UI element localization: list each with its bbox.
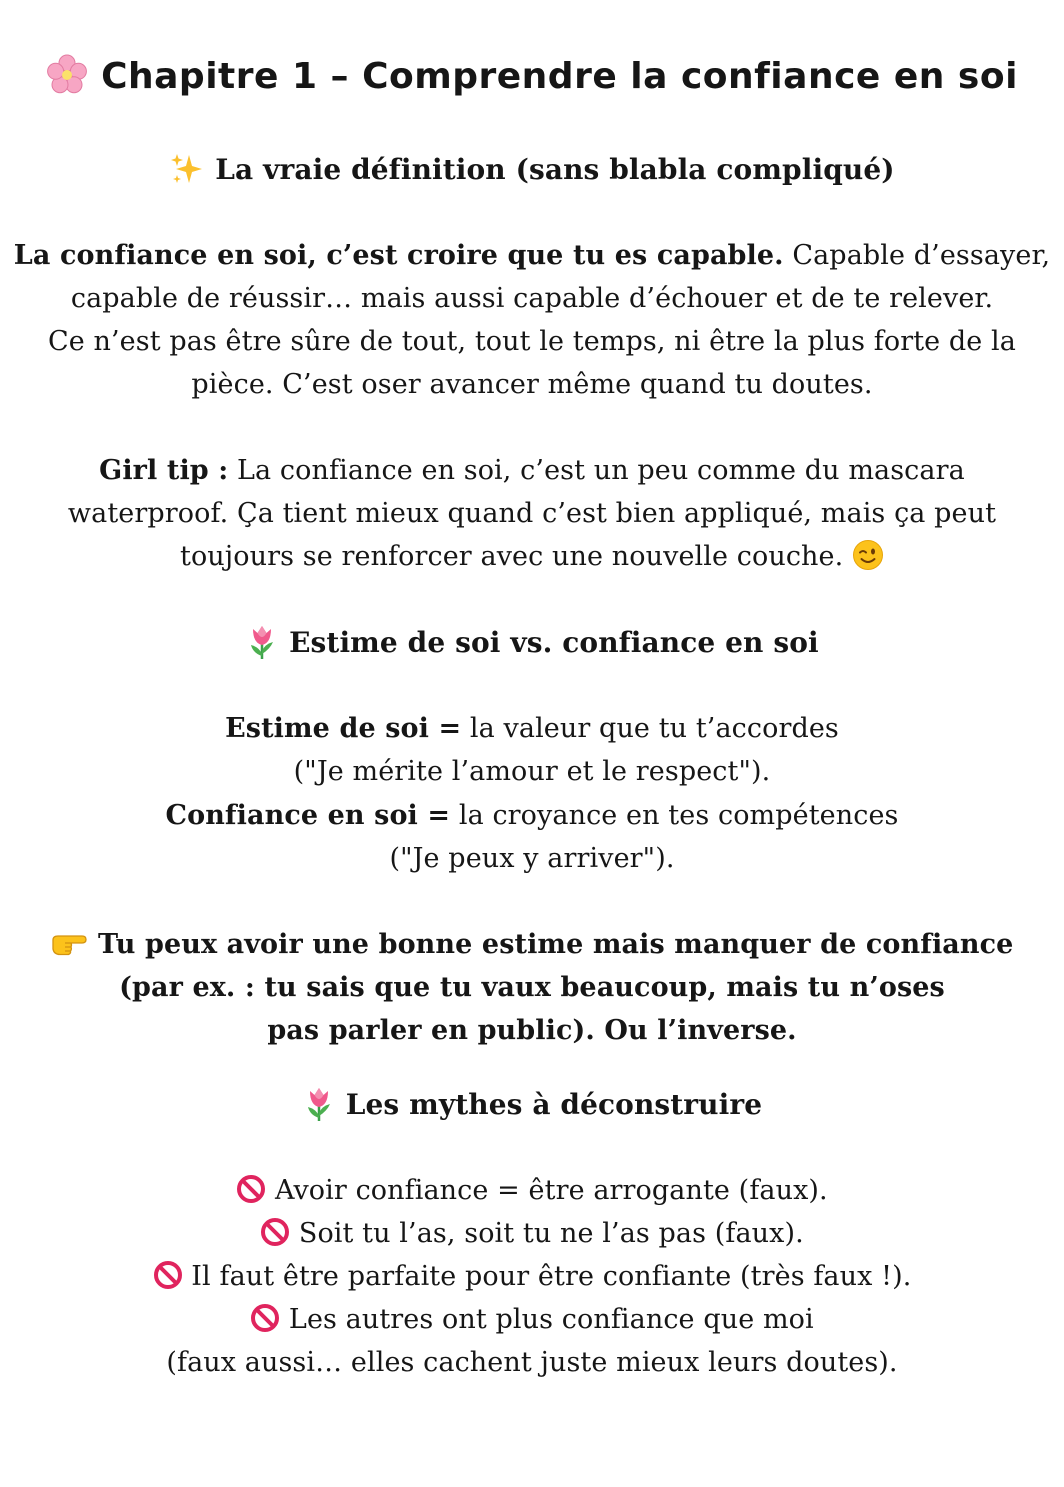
section-heading-definition <box>0 148 1064 191</box>
text-span: la valeur que tu t’accordes <box>461 713 839 744</box>
text-span: Capable d’essayer, <box>783 240 1051 271</box>
definition-example: ("Je peux y arriver"). <box>389 843 675 874</box>
definition-line <box>0 707 1064 750</box>
myth-item <box>0 1212 1064 1255</box>
tip-label: Girl tip : <box>99 455 229 486</box>
text-span: la croyance en tes compétences <box>450 800 899 831</box>
prohibited-icon <box>236 1174 266 1204</box>
tip-line: waterproof. Ça tient mieux quand c’est bien appliqué, mais ça peut <box>67 498 997 529</box>
prohibited-icon <box>153 1260 183 1290</box>
page-title-text: Chapitre 1 – Comprendre la confiance en soi <box>101 56 1018 97</box>
tulip-icon <box>245 623 279 661</box>
myth-item <box>0 1298 1064 1341</box>
definition-bold: La confiance en soi, c’est croire que tu es capable. <box>13 240 784 271</box>
section-heading-estime <box>0 621 1064 664</box>
myth-text: Avoir confiance = être arrogante (faux). <box>274 1175 828 1206</box>
sparkles-icon <box>169 151 205 187</box>
paragraph-line: pièce. C’est oser avancer même quand tu doutes. <box>191 369 873 400</box>
section-heading-text: Estime de soi vs. confiance en soi <box>289 626 819 659</box>
winking-face-icon <box>852 539 884 571</box>
definition-term: Estime de soi = <box>225 713 462 744</box>
prohibited-icon <box>250 1303 280 1333</box>
tip-line <box>0 449 1064 492</box>
cherry-blossom-icon <box>46 54 88 96</box>
tip-line <box>0 535 1064 578</box>
myth-text: Il faut être parfaite pour être confiante (très faux !). <box>191 1261 912 1292</box>
myth-text: Les autres ont plus confiance que moi <box>288 1304 814 1335</box>
text-span: toujours se renforcer avec une nouvelle couche. <box>180 541 844 572</box>
definition-example: ("Je mérite l’amour et le respect"). <box>293 756 771 787</box>
note-line: (par ex. : tu sais que tu vaux beaucoup, mais tu n’oses <box>119 972 945 1003</box>
paragraph-line: capable de réussir… mais aussi capable d’échouer et de te relever. <box>70 283 994 314</box>
prohibited-icon <box>260 1217 290 1247</box>
note-line <box>0 923 1064 966</box>
paragraph-line: Ce n’est pas être sûre de tout, tout le temps, ni être la plus forte de la <box>47 326 1016 357</box>
note-text: Tu peux avoir une bonne estime mais manquer de confiance <box>98 929 1014 960</box>
section-heading-myths <box>0 1083 1064 1126</box>
section-heading-text: Les mythes à déconstruire <box>345 1088 763 1121</box>
tulip-icon <box>302 1085 336 1123</box>
definition-term: Confiance en soi = <box>165 800 451 831</box>
myth-item-continuation: (faux aussi… elles cachent juste mieux leurs doutes). <box>166 1347 898 1378</box>
myth-item <box>0 1169 1064 1212</box>
page-title <box>0 52 1064 102</box>
definition-line <box>0 794 1064 837</box>
section-heading-text: La vraie définition (sans blabla compliqué) <box>215 153 895 186</box>
myth-item <box>0 1255 1064 1298</box>
text-span: La confiance en soi, c’est un peu comme du mascara <box>228 455 965 486</box>
paragraph-line <box>0 234 1064 277</box>
pointing-hand-icon <box>51 928 89 958</box>
note-line: pas parler en public). Ou l’inverse. <box>267 1015 797 1046</box>
myth-text: Soit tu l’as, soit tu ne l’as pas (faux). <box>298 1218 804 1249</box>
